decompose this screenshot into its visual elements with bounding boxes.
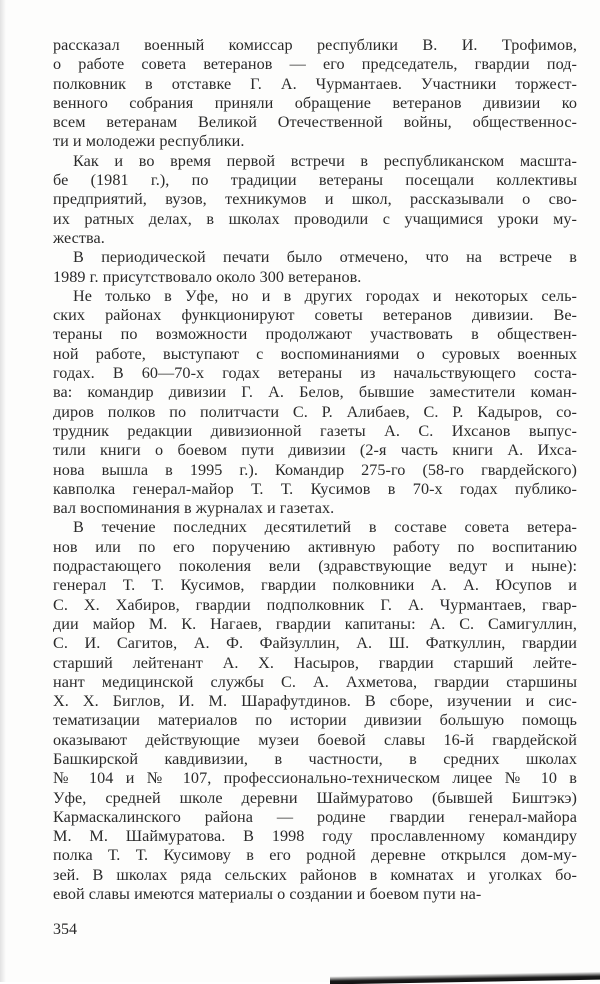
- text-line: С. И. Сагитов, А. Ф. Файзуллин, А. Ш. Фаткуллин, гвардии: [53, 634, 577, 653]
- text-line: полковник в отставке Г. А. Чурмантаев. Участники торжест-: [53, 74, 577, 93]
- text-line: рассказал военный комиссар республики В. И. Трофимов,: [53, 36, 577, 54]
- paragraph: [53, 287, 577, 519]
- text-line: вал воспоминания в журналах и газетах.: [53, 499, 335, 518]
- text-line: Уфе, средней школе деревни Шаймуратово (бывшей Биштэкэ): [53, 788, 577, 807]
- text-line: всем ветеранам Великой Отечественной войны, общественнос-: [53, 113, 577, 132]
- text-line: Не только в Уфе, но и в других городах и некоторых сель-: [73, 286, 577, 305]
- text-line: бе (1981 г.), по традиции ветераны посещали коллективы: [53, 171, 577, 190]
- text-line: нов или по его поручению активную работу по воспитанию: [53, 537, 577, 556]
- text-line: 1989 г. присутствовало около 300 ветеранов.: [53, 267, 362, 286]
- text-line: № 104 и № 107, профессионально-техническом лицее № 10 в: [53, 769, 577, 788]
- text-line: ной работе, выступают с воспоминаниями о суровых военных: [53, 344, 577, 363]
- text-line: Как и во время первой встречи в республиканском масшта-: [73, 151, 577, 170]
- text-line: генерал Т. Т. Кусимов, гвардии полковники А. А. Юсупов и: [53, 576, 577, 595]
- text-line: В периодической печати было отмечено, что на встрече в: [73, 248, 577, 267]
- text-line: полка Т. Т. Кусимову в его родной деревне открылся дом-му-: [53, 846, 577, 865]
- text-line: подрастающего поколения вели (здравствующие ведут и ныне):: [53, 557, 577, 576]
- text-line: тераны по возможности продолжают участвовать в обществен-: [53, 325, 577, 344]
- text-line: дии майор М. К. Нагаев, гвардии капитаны: А. С. Самигуллин,: [53, 614, 577, 633]
- text-line: нова вышла в 1995 г.). Командир 275-го (58-го гвардейского): [53, 460, 577, 479]
- text-line: В течение последних десятилетий в составе совета ветера-: [73, 518, 577, 537]
- text-line: кавполка генерал-майор Т. Т. Кусимов в 70-х годах публико-: [53, 479, 577, 498]
- text-line: тили книги о боевом пути дивизии (2-я часть книги А. Ихса-: [53, 441, 577, 460]
- text-line: зей. В школах ряда сельских районов в комнатах и уголках бо-: [53, 865, 577, 884]
- text-line: их ратных делах, в школах проводили с учащимися уроки му-: [53, 209, 577, 228]
- text-line: диров полков по политчасти С. Р. Алибаев, С. Р. Кадыров, со-: [53, 402, 577, 421]
- text-line: ти и молодежи республики.: [53, 132, 245, 151]
- text-line: годах. В 60—70-х годах ветераны из начальствующего соста-: [53, 364, 577, 383]
- scan-edge-shadow: [330, 972, 600, 984]
- text-line: тематизации материалов по истории дивизии большую помощь: [53, 711, 577, 730]
- text-line: предприятий, вузов, техникумов и школ, рассказывали о сво-: [53, 190, 577, 209]
- text-line: трудник редакции дивизионной газеты А. С. Ихсанов выпус-: [53, 421, 577, 440]
- paragraph: [53, 518, 577, 904]
- text-line: С. Х. Хабиров, гвардии подполковник Г. А. Чурмантаев, гвар-: [53, 595, 577, 614]
- text-line: Башкирской кавдивизии, в частности, в средних школах: [53, 749, 577, 768]
- body-text: [53, 36, 577, 904]
- text-line: евой славы имеются материалы о создании и боевом пути на-: [53, 885, 482, 904]
- page-number: 354: [53, 921, 77, 938]
- text-line: оказывают действующие музеи боевой славы 16-й гвардейской: [53, 730, 577, 749]
- text-line: Кармаскалинского района — родине гвардии генерал-майора: [53, 807, 577, 826]
- paragraph: [53, 152, 577, 248]
- text-line: Х. Х. Биглов, И. М. Шарафутдинов. В сборе, изучении и сис-: [53, 692, 577, 711]
- text-line: ских районах функционируют советы ветеранов дивизии. Ве-: [53, 306, 577, 325]
- paragraph: [53, 248, 577, 287]
- text-line: о работе совета ветеранов — его председатель, гвардии под-: [53, 55, 577, 74]
- text-line: нант медицинской службы С. А. Ахметова, гвардии старшины: [53, 672, 577, 691]
- text-line: жества.: [53, 228, 105, 247]
- text-line: старший лейтенант А. Х. Насыров, гвардии старший лейте-: [53, 653, 577, 672]
- text-line: ва: командир дивизии Г. А. Белов, бывшие заместители коман-: [53, 383, 577, 402]
- text-line: М. М. Шаймуратова. В 1998 году прославленному командиру: [53, 827, 577, 846]
- paragraph: [53, 36, 577, 152]
- page-edge-shadow: [0, 0, 6, 982]
- text-line: венного собрания приняли обращение ветеранов дивизии ко: [53, 93, 577, 112]
